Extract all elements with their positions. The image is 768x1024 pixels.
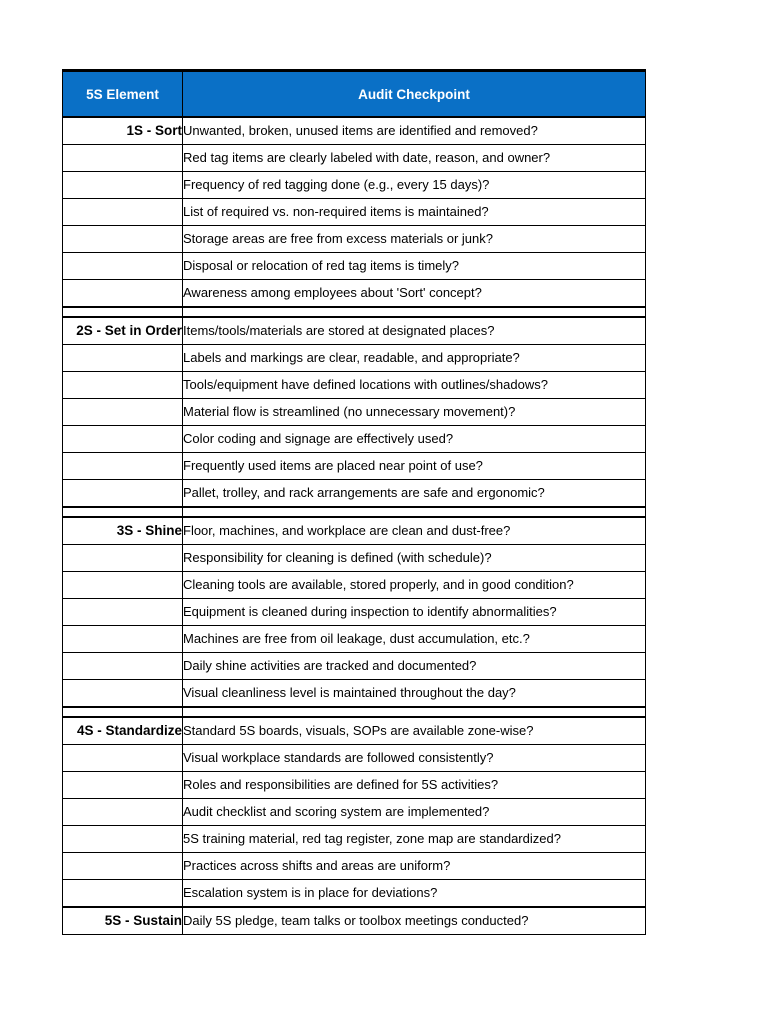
cell-audit-checkpoint: Visual workplace standards are followed consistently? <box>183 745 646 772</box>
cell-audit-checkpoint: Material flow is streamlined (no unnecessary movement)? <box>183 399 646 426</box>
table-row <box>63 653 646 680</box>
table-row <box>63 717 646 745</box>
header-5s-element: 5S Element <box>63 71 183 118</box>
table-row <box>63 280 646 308</box>
cell-5s-element: 1S - Sort <box>63 117 183 145</box>
cell-audit-checkpoint: Tools/equipment have defined locations with outlines/shadows? <box>183 372 646 399</box>
cell-5s-element: 5S - Sustain <box>63 907 183 935</box>
table-row <box>63 799 646 826</box>
table-row <box>63 172 646 199</box>
table-row <box>63 372 646 399</box>
table-row <box>63 226 646 253</box>
cell-5s-element <box>63 880 183 908</box>
cell-5s-element <box>63 572 183 599</box>
spacer-cell <box>183 507 646 517</box>
table-row <box>63 545 646 572</box>
cell-audit-checkpoint: Audit checklist and scoring system are implemented? <box>183 799 646 826</box>
cell-5s-element <box>63 626 183 653</box>
cell-5s-element <box>63 480 183 508</box>
table-row <box>63 453 646 480</box>
cell-5s-element <box>63 172 183 199</box>
table-row <box>63 345 646 372</box>
cell-5s-element <box>63 372 183 399</box>
audit-checklist-table <box>62 69 646 935</box>
table-row <box>63 907 646 935</box>
cell-audit-checkpoint: Awareness among employees about 'Sort' concept? <box>183 280 646 308</box>
cell-audit-checkpoint: Storage areas are free from excess materials or junk? <box>183 226 646 253</box>
cell-5s-element <box>63 599 183 626</box>
spacer-row <box>63 707 646 717</box>
cell-audit-checkpoint: Labels and markings are clear, readable, and appropriate? <box>183 345 646 372</box>
cell-5s-element <box>63 772 183 799</box>
cell-5s-element <box>63 745 183 772</box>
table-row <box>63 517 646 545</box>
cell-audit-checkpoint: 5S training material, red tag register, zone map are standardized? <box>183 826 646 853</box>
table-row <box>63 880 646 908</box>
table-row <box>63 480 646 508</box>
cell-5s-element <box>63 426 183 453</box>
spacer-cell <box>63 707 183 717</box>
cell-audit-checkpoint: Red tag items are clearly labeled with date, reason, and owner? <box>183 145 646 172</box>
cell-audit-checkpoint: Cleaning tools are available, stored properly, and in good condition? <box>183 572 646 599</box>
cell-audit-checkpoint: Practices across shifts and areas are uniform? <box>183 853 646 880</box>
cell-audit-checkpoint: Daily 5S pledge, team talks or toolbox meetings conducted? <box>183 907 646 935</box>
cell-5s-element <box>63 253 183 280</box>
cell-5s-element <box>63 199 183 226</box>
table-row <box>63 853 646 880</box>
cell-5s-element <box>63 799 183 826</box>
cell-audit-checkpoint: Frequency of red tagging done (e.g., every 15 days)? <box>183 172 646 199</box>
cell-audit-checkpoint: Unwanted, broken, unused items are identified and removed? <box>183 117 646 145</box>
cell-5s-element <box>63 853 183 880</box>
spacer-cell <box>183 307 646 317</box>
cell-5s-element <box>63 399 183 426</box>
header-audit-checkpoint: Audit Checkpoint <box>183 71 646 118</box>
cell-audit-checkpoint: Roles and responsibilities are defined for 5S activities? <box>183 772 646 799</box>
cell-audit-checkpoint: Responsibility for cleaning is defined (with schedule)? <box>183 545 646 572</box>
cell-5s-element: 4S - Standardize <box>63 717 183 745</box>
table-header-row <box>63 71 646 118</box>
table-row <box>63 572 646 599</box>
cell-5s-element: 2S - Set in Order <box>63 317 183 345</box>
table-row <box>63 317 646 345</box>
cell-audit-checkpoint: Daily shine activities are tracked and documented? <box>183 653 646 680</box>
cell-5s-element <box>63 653 183 680</box>
table-row <box>63 199 646 226</box>
cell-5s-element <box>63 680 183 708</box>
cell-audit-checkpoint: Disposal or relocation of red tag items is timely? <box>183 253 646 280</box>
cell-audit-checkpoint: List of required vs. non-required items is maintained? <box>183 199 646 226</box>
table-row <box>63 145 646 172</box>
spacer-cell <box>63 307 183 317</box>
table-body <box>63 117 646 935</box>
cell-5s-element <box>63 453 183 480</box>
cell-audit-checkpoint: Standard 5S boards, visuals, SOPs are available zone-wise? <box>183 717 646 745</box>
cell-5s-element: 3S - Shine <box>63 517 183 545</box>
table-row <box>63 772 646 799</box>
cell-audit-checkpoint: Floor, machines, and workplace are clean and dust-free? <box>183 517 646 545</box>
cell-5s-element <box>63 545 183 572</box>
table-row <box>63 680 646 708</box>
table-row <box>63 626 646 653</box>
spacer-cell <box>63 507 183 517</box>
spacer-row <box>63 307 646 317</box>
cell-5s-element <box>63 826 183 853</box>
cell-5s-element <box>63 345 183 372</box>
cell-audit-checkpoint: Equipment is cleaned during inspection to identify abnormalities? <box>183 599 646 626</box>
cell-audit-checkpoint: Pallet, trolley, and rack arrangements are safe and ergonomic? <box>183 480 646 508</box>
cell-audit-checkpoint: Color coding and signage are effectively used? <box>183 426 646 453</box>
table-row <box>63 117 646 145</box>
cell-audit-checkpoint: Frequently used items are placed near point of use? <box>183 453 646 480</box>
cell-5s-element <box>63 280 183 308</box>
table-row <box>63 745 646 772</box>
cell-5s-element <box>63 145 183 172</box>
table-row <box>63 599 646 626</box>
spacer-cell <box>183 707 646 717</box>
cell-audit-checkpoint: Machines are free from oil leakage, dust accumulation, etc.? <box>183 626 646 653</box>
spacer-row <box>63 507 646 517</box>
table-row <box>63 399 646 426</box>
cell-audit-checkpoint: Items/tools/materials are stored at designated places? <box>183 317 646 345</box>
cell-audit-checkpoint: Escalation system is in place for deviations? <box>183 880 646 908</box>
cell-audit-checkpoint: Visual cleanliness level is maintained throughout the day? <box>183 680 646 708</box>
cell-5s-element <box>63 226 183 253</box>
table-row <box>63 826 646 853</box>
table-row <box>63 253 646 280</box>
table-row <box>63 426 646 453</box>
